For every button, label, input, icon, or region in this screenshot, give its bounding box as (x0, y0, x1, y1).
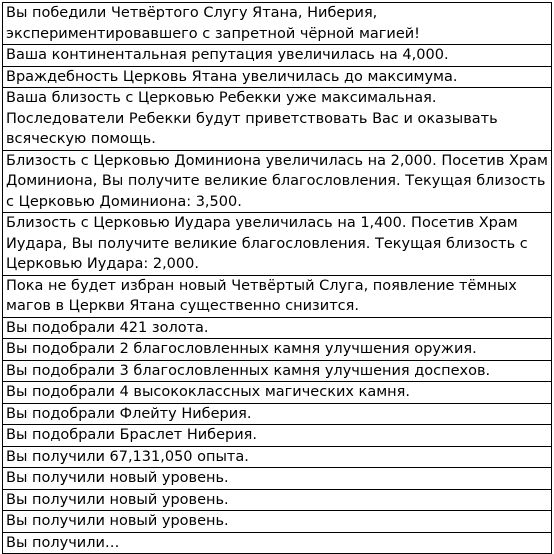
log-message: Вы победили Четвёртого Слугу Ятана, Ниберия, экспериментировавшего с запретной чёрной магией! (3, 3, 552, 45)
log-message: Вы подобрали Флейту Ниберия. (3, 403, 552, 425)
log-message: Ваша континентальная репутация увеличилась на 4,000. (3, 45, 552, 67)
log-message: Враждебность Церковь Ятана увеличилась до максимума. (3, 66, 552, 88)
log-row (3, 446, 552, 468)
log-row (3, 511, 552, 533)
log-message: Вы подобрали 4 высококлассных магических камня. (3, 382, 552, 404)
log-message: Ваша близость с Церковью Ребекки уже максимальная. Последователи Ребекки будут приветствовать Вас и оказывать всяческую помощь. (3, 88, 552, 151)
system-message-log (2, 2, 552, 554)
log-row (3, 403, 552, 425)
log-row (3, 360, 552, 382)
log-message: Вы подобрали 421 золота. (3, 317, 552, 339)
log-row (3, 339, 552, 361)
log-row (3, 45, 552, 67)
log-message: Пока не будет избран новый Четвёртый Слуга, появление тёмных магов в Церкви Ятана существенно снизится. (3, 275, 552, 317)
log-message: Близость с Церковью Доминиона увеличилась на 2,000. Посетив Храм Доминиона, Вы получите великие благословления. Текущая близость с Церковью Доминиона: 3,500. (3, 150, 552, 213)
log-row (3, 150, 552, 213)
log-message: Близость с Церковью Иудара увеличилась на 1,400. Посетив Храм Иудара, Вы получите великие благословления. Текущая близость с Церковью Иудара: 2,000. (3, 213, 552, 276)
log-message: Вы подобрали 3 благословленных камня улучшения доспехов. (3, 360, 552, 382)
log-message: Вы получили новый уровень. (3, 511, 552, 533)
log-message: Вы получили… (3, 532, 552, 554)
log-message: Вы получили 67,131,050 опыта. (3, 446, 552, 468)
log-message: Вы подобрали 2 благословленных камня улучшения оружия. (3, 339, 552, 361)
log-message: Вы подобрали Браслет Ниберия. (3, 425, 552, 447)
log-row (3, 66, 552, 88)
log-message: Вы получили новый уровень. (3, 468, 552, 490)
log-row (3, 88, 552, 151)
log-row (3, 275, 552, 317)
log-row (3, 532, 552, 554)
log-row (3, 489, 552, 511)
log-row (3, 425, 552, 447)
log-message: Вы получили новый уровень. (3, 489, 552, 511)
log-row (3, 213, 552, 276)
log-row (3, 468, 552, 490)
log-row (3, 317, 552, 339)
log-row (3, 3, 552, 45)
log-row (3, 382, 552, 404)
